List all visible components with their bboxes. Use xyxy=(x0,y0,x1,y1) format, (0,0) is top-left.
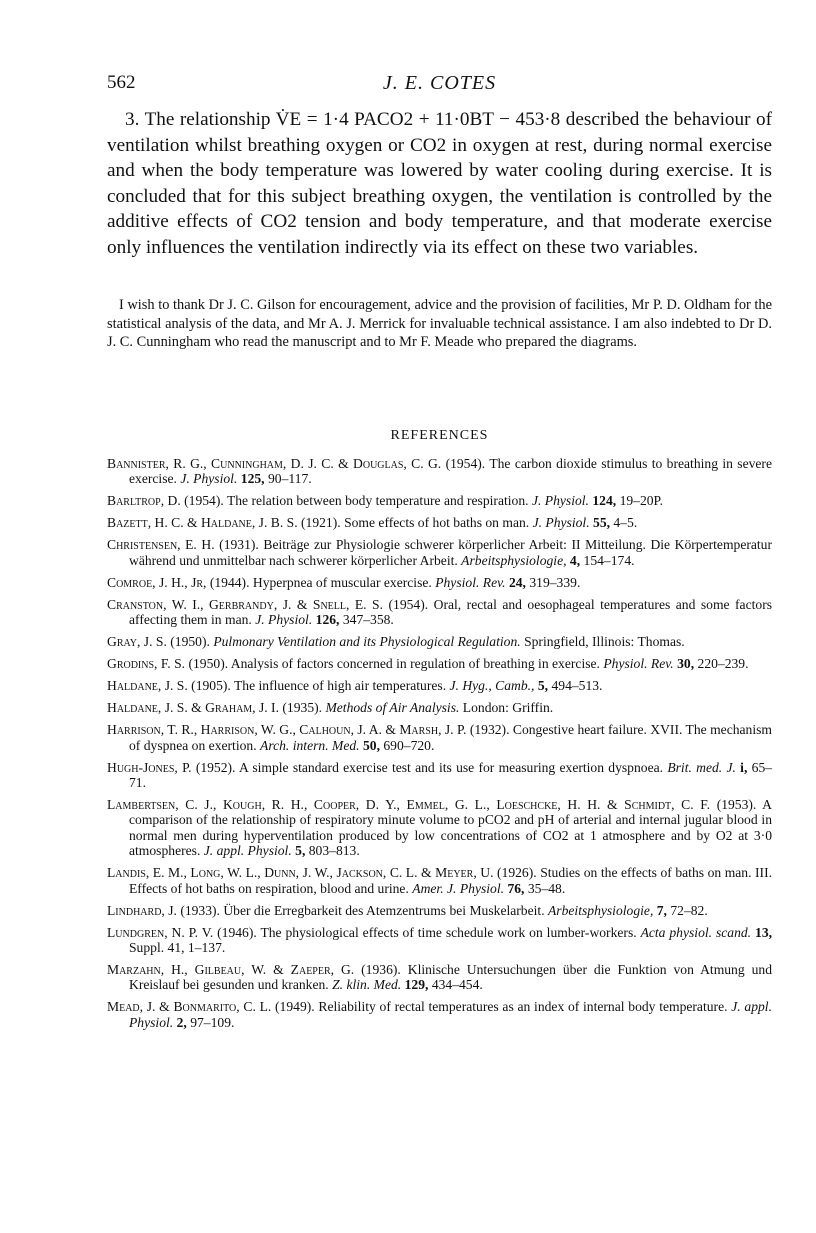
reference-year: (1953). xyxy=(716,797,757,813)
reference-title: The carbon dioxide stimulus to breathing in severe exercise. xyxy=(129,456,772,487)
reference-item xyxy=(107,537,772,568)
reference-authors: Bazett, H. C. & Haldane, J. B. S. xyxy=(107,515,298,531)
conclusion-number: 3. xyxy=(125,109,140,130)
reference-journal: Physiol. Rev. xyxy=(603,656,674,672)
reference-volume: 2, xyxy=(176,1014,187,1030)
reference-item xyxy=(107,634,772,649)
reference-journal: J. Hyg., Camb., xyxy=(449,678,535,694)
reference-year: (1950). xyxy=(170,634,210,650)
acknowledgements xyxy=(107,296,772,352)
reference-item xyxy=(107,722,772,753)
reference-year: (1926). xyxy=(497,865,537,881)
reference-journal: Amer. J. Physiol. xyxy=(412,880,505,896)
reference-volume: 5, xyxy=(295,843,306,859)
reference-pages: 35–48. xyxy=(527,880,566,896)
reference-pages: 65–71. xyxy=(129,759,773,791)
reference-volume: 125, xyxy=(240,471,265,487)
reference-volume: 76, xyxy=(507,880,525,896)
reference-authors: Marzahn, H., Gilbeau, W. & Zaeper, G. xyxy=(107,962,355,978)
reference-title: Klinische Untersuchungen über die Funktion von Atmung und Kreislauf bei gesunden und kranken. xyxy=(129,962,772,993)
reference-volume: 50, xyxy=(362,737,380,753)
reference-pages: 803–813. xyxy=(308,843,360,859)
reference-journal: Z. klin. Med. xyxy=(332,977,402,993)
reference-title: Oral, rectal and oesophageal temperatures and some factors affecting them in man. xyxy=(129,596,773,628)
conclusion-paragraph xyxy=(107,107,772,261)
reference-authors: Mead, J. & Bonmarito, C. L. xyxy=(107,999,272,1015)
reference-volume: 124, xyxy=(592,493,617,509)
reference-pages: 494–513. xyxy=(551,678,603,694)
reference-authors: Lundgren, N. P. V. xyxy=(107,924,214,940)
reference-title: Studies on the effects of baths on man. III. Effects of hot baths on respiration, blood and urine. xyxy=(129,865,772,896)
reference-authors: Lindhard, J. xyxy=(107,902,177,918)
reference-authors: Barltrop, D. xyxy=(107,493,181,509)
reference-pages: 90–117. xyxy=(267,471,312,487)
reference-title: Über die Erregbarkeit des Atemzentrums bei Muskelarbeit. xyxy=(223,902,545,918)
reference-title: The influence of high air temperatures. xyxy=(233,678,447,694)
reference-year: (1905). xyxy=(191,678,231,694)
reference-year: (1952). xyxy=(195,759,236,775)
reference-title: Hyperpnea of muscular exercise. xyxy=(252,574,432,590)
reference-item xyxy=(107,456,772,487)
reference-pages: 434–454. xyxy=(431,977,483,993)
references-heading: REFERENCES xyxy=(390,428,489,443)
reference-authors: Lambertsen, C. J., Kough, R. H., Cooper, D. Y., Emmel, G. L., Loeschcke, H. H. & Schmidt, C. F. xyxy=(107,797,711,813)
reference-item xyxy=(107,597,772,628)
reference-pages: 154–174. xyxy=(583,552,635,568)
reference-item xyxy=(107,575,772,590)
reference-pages: 347–358. xyxy=(342,612,394,628)
reference-pages: 19–20P. xyxy=(619,493,663,509)
reference-pages: London: Griffin. xyxy=(462,700,554,716)
reference-journal: J. Physiol. xyxy=(180,471,238,487)
reference-title: Analysis of factors concerned in regulation of breathing in exercise. xyxy=(230,656,600,672)
reference-authors: Hugh-Jones, P. xyxy=(107,759,192,775)
reference-pages: 220–239. xyxy=(697,656,749,672)
reference-journal: Pulmonary Ventilation and its Physiological Regulation. xyxy=(213,634,521,650)
reference-journal: J. appl. Physiol. xyxy=(203,843,292,859)
reference-journal: J. Physiol. xyxy=(532,515,590,531)
reference-item xyxy=(107,515,772,530)
reference-title: Congestive heart failure. XVII. The mechanism of dyspnea on exertion. xyxy=(129,722,772,753)
reference-journal: Methods of Air Analysis. xyxy=(325,700,460,716)
reference-authors: Haldane, J. S. xyxy=(107,678,188,694)
reference-volume: 7, xyxy=(656,902,667,918)
reference-journal: Arbeitsphysiologie, xyxy=(461,552,567,568)
reference-item xyxy=(107,797,772,859)
reference-year: (1935). xyxy=(282,700,323,716)
reference-item xyxy=(107,962,772,993)
reference-year: (1936). xyxy=(361,962,401,978)
running-title: J. E. COTES xyxy=(382,72,497,94)
reference-year: (1950). xyxy=(188,656,229,672)
reference-pages: Springfield, Illinois: Thomas. xyxy=(524,634,685,650)
reference-pages: 97–109. xyxy=(190,1014,235,1030)
reference-volume: 4, xyxy=(569,552,581,568)
reference-item xyxy=(107,865,772,896)
reference-title: Some effects of hot baths on man. xyxy=(344,515,530,531)
conclusion-text: described the behaviour of ventilation whilst breathing oxygen or CO2 in oxygen at rest, during normal exercise and when the body temperature was lowered by water cooling during exercise. It is concluded that for this subject breathing oxygen, the ventilation is controlled by the additive effects of CO2 tension and body temperature, and that moderate exercise only influences the ventilation indirectly via its effect on these two variables. xyxy=(107,109,772,258)
reference-volume: 13, xyxy=(755,924,773,940)
reference-title: A simple standard exercise test and its use for measuring exertion dyspnoea. xyxy=(238,759,664,775)
ventilation-formula: The relationship V̇E = 1·4 PACO2 + 11·0BT − 453·8 xyxy=(144,109,561,130)
reference-pages: 72–82. xyxy=(670,902,708,918)
reference-pages: 4–5. xyxy=(613,515,638,531)
acknowledgements-text: I wish to thank Dr J. C. Gilson for encouragement, advice and the provision of facilities, Mr P. D. Oldham for the statistical analysis of the data, and Mr A. J. Merrick for invaluable technical assistance. I am also indebted to Dr D. J. C. Cunningham who read the manuscript and to Mr F. Meade who prepared the diagrams. xyxy=(107,297,772,351)
reference-journal: Acta physiol. scand. xyxy=(640,924,752,940)
reference-item xyxy=(107,999,772,1030)
reference-authors: Landis, E. M., Long, W. L., Dunn, J. W., Jackson, C. L. & Meyer, U. xyxy=(107,865,494,881)
reference-year: (1933). xyxy=(180,902,220,918)
reference-item xyxy=(107,656,772,671)
reference-year: (1954). xyxy=(388,596,429,612)
reference-authors: Grodins, F. S. xyxy=(107,656,186,672)
reference-authors: Gray, J. S. xyxy=(107,634,167,650)
reference-item xyxy=(107,678,772,693)
reference-item xyxy=(107,903,772,918)
reference-journal: J. appl. Physiol. xyxy=(129,999,772,1030)
reference-authors: Christensen, E. H. xyxy=(107,537,215,553)
page-number: 562 xyxy=(107,72,136,93)
reference-year: (1944). xyxy=(209,574,250,590)
reference-journal: J. Physiol. xyxy=(255,612,313,628)
reference-authors: Cranston, W. I., Gerbrandy, J. & Snell, E. S. xyxy=(107,596,384,612)
reference-title: A comparison of the relationship of respiratory minute volume to pCO2 and pH of arterial and internal jugular blood in normal men during hyperventilation produced by low concentrations of CO2 at 1 atmosphere and by O2 at 3·0 atmospheres. xyxy=(129,797,772,859)
reference-year: (1946). xyxy=(217,924,257,940)
reference-volume: 55, xyxy=(593,515,611,531)
reference-pages: 319–339. xyxy=(529,574,581,590)
reference-year: (1949). xyxy=(275,999,315,1015)
reference-pages: Suppl. 41, 1–137. xyxy=(129,940,226,956)
reference-year: (1954). xyxy=(184,493,224,509)
reference-volume: 129, xyxy=(404,977,429,993)
reference-volume: 24, xyxy=(508,574,526,590)
reference-item xyxy=(107,493,772,508)
reference-authors: Haldane, J. S. & Graham, J. I. xyxy=(107,700,279,716)
reference-year: (1954). xyxy=(445,456,486,471)
page-header xyxy=(107,72,772,102)
reference-item xyxy=(107,925,772,956)
reference-year: (1932). xyxy=(469,722,510,738)
reference-item xyxy=(107,760,772,791)
reference-year: (1931). xyxy=(219,537,259,553)
reference-year: (1921). xyxy=(301,515,341,531)
reference-journal: Brit. med. J. xyxy=(667,759,736,775)
reference-title: The relation between body temperature and respiration. xyxy=(226,493,529,509)
reference-title: Beiträge zur Physiologie schwerer körperlicher Arbeit: II Mitteilung. Die Körpertemperatur während und unmittelbar nach schwerer körperlicher Arbeit. xyxy=(129,537,773,568)
reference-title: The physiological effects of time schedule work on lumber-workers. xyxy=(260,924,637,940)
reference-authors: Comroe, J. H., Jr, xyxy=(107,574,207,590)
reference-journal: Physiol. Rev. xyxy=(435,574,506,590)
reference-volume: 5, xyxy=(537,678,549,694)
reference-authors: Harrison, T. R., Harrison, W. G., Calhoun, J. A. & Marsh, J. P. xyxy=(107,722,467,738)
reference-authors: Bannister, R. G., Cunningham, D. J. C. & Douglas, C. G. xyxy=(107,456,442,471)
reference-journal: J. Physiol. xyxy=(531,493,589,509)
reference-journal: Arch. intern. Med. xyxy=(260,737,360,753)
references-list xyxy=(107,456,772,1037)
reference-title: Reliability of rectal temperatures as an index of internal body temperature. xyxy=(318,999,728,1015)
reference-volume: i, xyxy=(740,759,748,775)
reference-volume: 30, xyxy=(677,656,695,672)
reference-item xyxy=(107,700,772,715)
reference-pages: 690–720. xyxy=(383,737,435,753)
reference-volume: 126, xyxy=(315,612,340,628)
reference-journal: Arbeitsphysiologie, xyxy=(548,902,654,918)
